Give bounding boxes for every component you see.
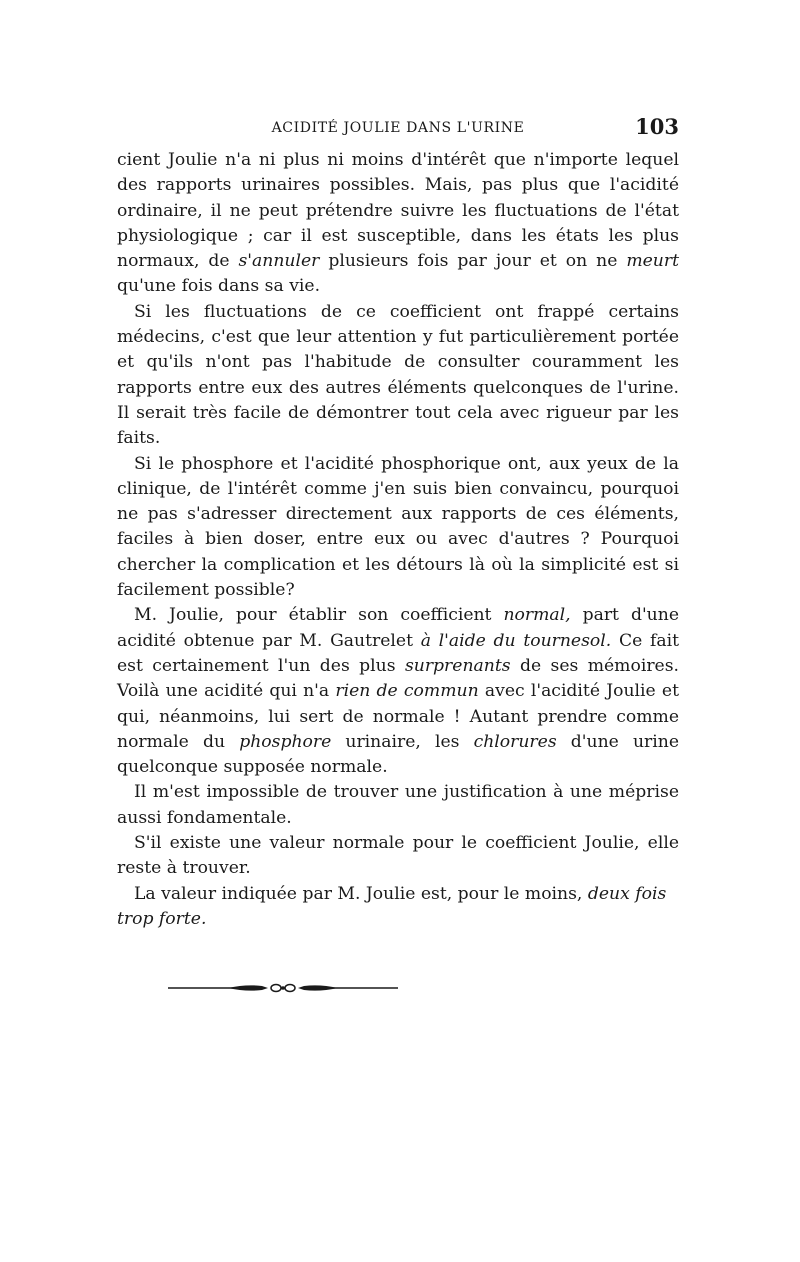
running-title: ACIDITÉ JOULIE DANS L'URINE [271, 120, 525, 136]
paragraph [117, 780, 679, 831]
text-run: Il m'est impossible de trouver une justification à une méprise aussi fondamentale. [117, 782, 679, 828]
italic-text: chlorures [473, 731, 557, 752]
italic-text: à l'aide du tournesol. [420, 630, 612, 651]
text-run: M. Joulie, pour établir son coefficient [134, 605, 504, 626]
paragraph [117, 831, 679, 882]
fleuron-rule-icon [168, 978, 398, 998]
text-run: urinaire, les [331, 731, 474, 752]
text-run: avec l'acidité Joulie et qui, néanmoins, lui sert de normale ! Autant prendre comme normale du [117, 681, 679, 752]
text-run: Si le phosphore et l'acidité phosphorique ont, aux yeux de la clinique, de l'intérêt comme j'en suis bien convaincu, pourquoi ne pas s'adresser directement aux rapports de ces éléments, faciles à bien doser, entre eux ou avec d'autres ? Pourquoi chercher la complication et les détours là où la simplicité est si facilement possible? [117, 453, 679, 601]
paragraph [117, 603, 679, 780]
italic-text: meurt [626, 251, 679, 272]
italic-text: normal, [503, 605, 571, 626]
text-run: qu'une fois dans sa vie. [117, 276, 321, 297]
italic-text: phosphore [239, 731, 332, 752]
body-text [117, 148, 679, 932]
italic-text: rien de commun [335, 681, 479, 702]
text-run: La valeur indiquée par M. Joulie est, pour le moins, [134, 883, 588, 904]
text-run: cient Joulie n'a ni plus ni moins d'intérêt que n'importe lequel des rapports urinaires possibles. Mais, pas plus que l'acidité ordinaire, il ne peut prétendre suivre les fluctuations de l'état physiologique ; car il est susceptible, dans les états les plus normaux, de [117, 150, 679, 272]
text-run: part d'une acidité obtenue par M. Gautrelet [117, 605, 679, 651]
italic-text: s'annuler [238, 251, 320, 272]
italic-text: surprenants [404, 655, 511, 676]
paragraph [117, 148, 679, 300]
paragraph [117, 300, 679, 452]
paragraph [117, 452, 679, 604]
text-run: de ses mémoires. Voilà une acidité qui n'a [117, 655, 679, 702]
italic-text: deux fois trop forte. [117, 883, 667, 929]
text-run: Ce fait est certainement l'un des plus [117, 630, 679, 676]
paragraph [117, 882, 679, 933]
page-number: 103 [635, 114, 679, 139]
book-page [117, 112, 679, 932]
running-head [117, 112, 679, 146]
text-run: Si les fluctuations de ce coefficient ont frappé certains médecins, c'est que leur attention y fut particulièrement portée et qu'ils n'ont pas l'habitude de consulter couramment les rapports entre eux des autres éléments quelconques de l'urine. Il serait très facile de démontrer tout cela avec rigueur par les faits. [117, 301, 679, 449]
text-run: plusieurs fois par jour et on ne [319, 251, 627, 272]
text-run: S'il existe une valeur normale pour le coefficient Joulie, elle reste à trouver. [117, 833, 679, 879]
text-run: d'une urine quelconque supposée normale. [117, 731, 679, 778]
